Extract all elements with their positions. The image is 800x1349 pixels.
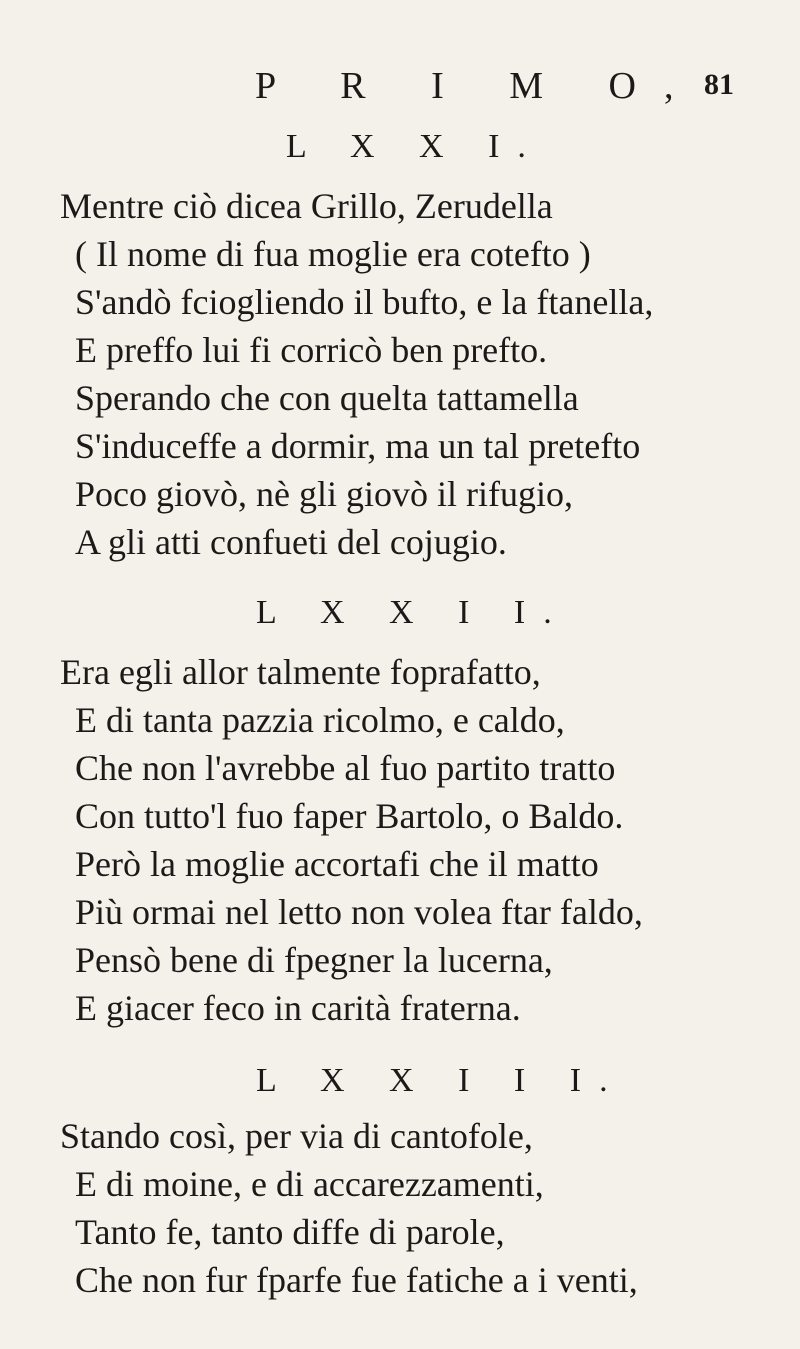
verse-line: S'andò fciogliendo il bufto, e la ftanella, bbox=[75, 282, 654, 322]
verse-line: Era egli allor talmente foprafatto, bbox=[60, 652, 541, 692]
verse-line: Più ormai nel letto non volea ftar faldo, bbox=[75, 892, 643, 932]
verse-line: Che non fur fparfe fue fatiche a i venti, bbox=[75, 1260, 638, 1300]
verse-line: Con tutto'l fuo faper Bartolo, o Baldo. bbox=[75, 796, 624, 836]
verse-line: E preffo lui fi corricò ben prefto. bbox=[75, 330, 548, 370]
verse-line: S'induceffe a dormir, ma un tal pretefto bbox=[75, 426, 641, 466]
stanza-number: L X X I. bbox=[286, 128, 544, 165]
verse-line: Che non l'avrebbe al fuo partito tratto bbox=[75, 748, 616, 788]
verse-line: E giacer feco in carità fraterna. bbox=[75, 988, 521, 1028]
verse-line: E di tanta pazzia ricolmo, e caldo, bbox=[75, 700, 565, 740]
verse-line: Stando così, per via di cantofole, bbox=[60, 1116, 533, 1156]
stanza-number: L X X I I. bbox=[256, 594, 570, 631]
running-title: P R I M O, bbox=[255, 65, 702, 107]
verse-line: E di moine, e di accarezzamenti, bbox=[75, 1164, 544, 1204]
verse-line: Tanto fe, tanto diffe di parole, bbox=[75, 1212, 505, 1252]
verse-line: Sperando che con quelta tattamella bbox=[75, 378, 579, 418]
verse-line: ( Il nome di fua moglie era cotefto ) bbox=[75, 234, 591, 274]
page-number: 81 bbox=[704, 68, 734, 101]
stanza-number: L X X I I I. bbox=[256, 1062, 626, 1099]
verse-line: Mentre ciò dicea Grillo, Zerudella bbox=[60, 186, 553, 226]
verse-line: Pensò bene di fpegner la lucerna, bbox=[75, 940, 553, 980]
verse-line: Però la moglie accortafi che il matto bbox=[75, 844, 599, 884]
verse-line: A gli atti confueti del cojugio. bbox=[75, 522, 507, 562]
verse-line: Poco giovò, nè gli giovò il rifugio, bbox=[75, 474, 573, 514]
